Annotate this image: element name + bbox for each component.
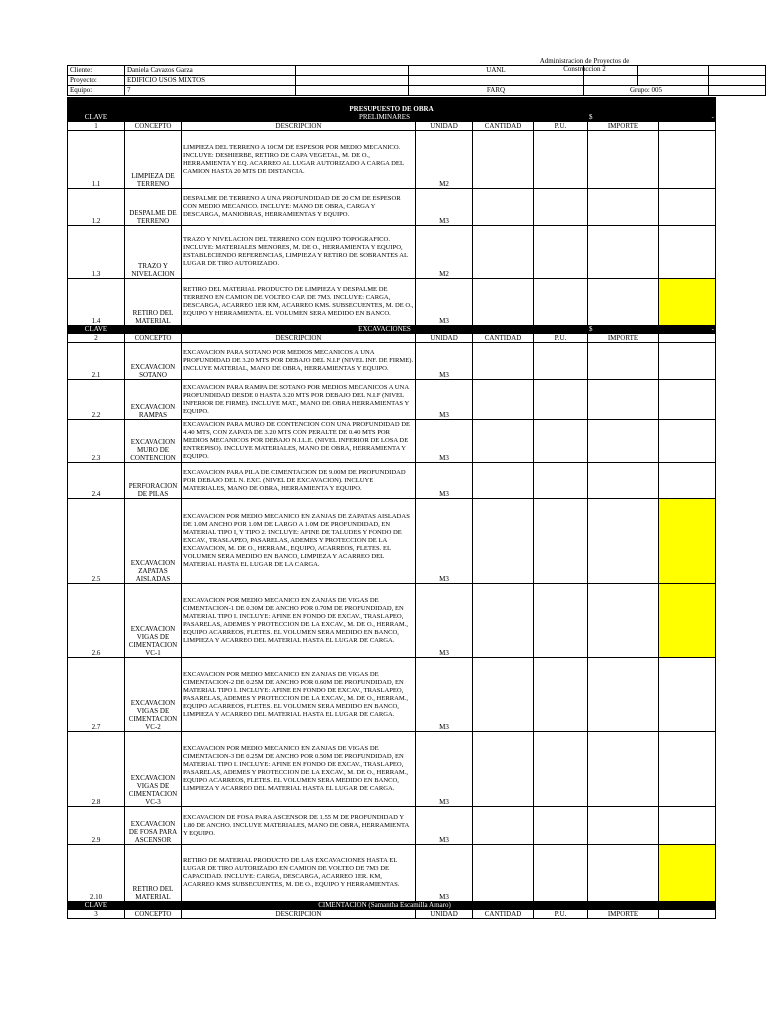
item-cantidad <box>473 584 534 658</box>
item-importe <box>588 499 659 584</box>
item-extra <box>659 279 716 326</box>
item-clave: 2.2 <box>68 380 125 420</box>
item-cantidad <box>473 732 534 807</box>
item-concepto: TRAZO Y NIVELACION <box>125 226 182 279</box>
table-row <box>68 131 716 189</box>
item-pu <box>534 658 588 732</box>
item-extra <box>659 807 716 845</box>
item-importe <box>588 189 659 226</box>
item-cantidad <box>473 463 534 499</box>
equipo-label: Equipo: <box>68 86 125 96</box>
table-row <box>68 732 716 807</box>
item-importe <box>588 343 659 380</box>
item-unidad: M2 <box>416 226 473 279</box>
item-extra <box>659 732 716 807</box>
item-importe <box>588 420 659 463</box>
item-pu <box>534 189 588 226</box>
item-extra <box>659 584 716 658</box>
item-pu <box>534 584 588 658</box>
item-cantidad <box>473 343 534 380</box>
item-importe <box>588 463 659 499</box>
item-cantidad <box>473 420 534 463</box>
section-number: 2 <box>68 334 125 343</box>
table-row <box>68 807 716 845</box>
pu-header: P.U. <box>534 334 588 343</box>
admin-title: Administracion de Proyectos de Construccion 2 <box>539 57 630 73</box>
table-row <box>68 658 716 732</box>
item-importe <box>588 807 659 845</box>
item-descripcion: DESPALME DE TERRENO A UNA PROFUNDIDAD DE 20 CM DE ESPESOR CON MEDIO MECANICO. INCLUYE: MANO DE OBRA, CARGA Y DESCARGA, MANIOBRAS, HERRAMIENTAS Y EQUIPO. <box>182 189 416 226</box>
item-descripcion: RETIRO DEL MATERIAL PRODUCTO DE LIMPIEZA Y DESPALME DE TERRENO EN CAMION DE VOLTEO CAP. DE 7M3. INCLUYE: CARGA, DESCARGA, ACARREO 1ER KM, ACARREO KMS. SUBSECUENTES, M. DE O., EQUIPO Y HERRAMIENTA. EL VOLUMEN SERA MEDIDO EN BANCO. <box>182 279 416 326</box>
item-descripcion: EXCAVACION POR MEDIO MECANICO EN ZANJAS DE ZAPATAS AISLADAS DE 1.0M ANCHO POR 1.0M DE LARGO A 1.0M DE PROFUNDIDAD, EN MATERIAL TIPO I, Y TIPO 2. INCLUYE: AFINE DE TALUDES Y FONDO DE EXCAV., TRASLAPEO, PASARELAS, ADEMES Y PROTECCION DE LA EXCAVACION, M. DE O., HERRAM., EQUIPO, ACARREOS, FLETES. EL VOLUMEN SERA MEDIDO EN BANCO, LIMPIEZA Y ACARREO DEL MATERIAL HASTA EL LUGAR DE LA CARGA. <box>182 499 416 584</box>
uanl-label: UANL <box>409 66 584 76</box>
item-pu <box>534 732 588 807</box>
item-unidad: M3 <box>416 380 473 420</box>
table-row <box>68 380 716 420</box>
item-descripcion: EXCAVACION POR MEDIO MECANICO EN ZANJAS DE VIGAS DE CIMENTACION-3 DE 0.25M DE ANCHO POR 0.50M DE PROFUNDIDAD, EN MATERIAL TIPO I. INCLUYE: AFINE EN FONDO DE EXCAV., TRASLAPEO, PASARELAS, ADEMES Y PROTECCION DE LA EXCAV., M. DE O., HERRAM., EQUIPO ACARREOS, FLETES. EL VOLUMEN SERA MEDIDO EN BANCO, LIMPIEZA Y ACARREO DEL MATERIAL HASTA EL LUGAR DE CARGA. <box>182 732 416 807</box>
table-row <box>68 499 716 584</box>
item-unidad: M3 <box>416 845 473 902</box>
clave-header: CLAVE <box>68 902 125 910</box>
descripcion-header: DESCRIPCION <box>182 122 416 131</box>
section-name: EXCAVACIONES <box>182 326 588 334</box>
item-extra <box>659 189 716 226</box>
item-pu <box>534 131 588 189</box>
item-concepto: EXCAVACION ZAPATAS AISLADAS <box>125 499 182 584</box>
item-pu <box>534 845 588 902</box>
item-clave: 2.3 <box>68 420 125 463</box>
item-importe <box>588 845 659 902</box>
item-cantidad <box>473 380 534 420</box>
table-row <box>68 463 716 499</box>
item-concepto: PERFORACION DE PILAS <box>125 463 182 499</box>
item-extra <box>659 343 716 380</box>
importe-header: IMPORTE <box>588 122 659 131</box>
item-cantidad <box>473 226 534 279</box>
item-unidad: M3 <box>416 807 473 845</box>
section-row <box>68 326 716 334</box>
item-clave: 1.1 <box>68 131 125 189</box>
cantidad-header: CANTIDAD <box>473 122 534 131</box>
item-concepto: EXCAVACION VIGAS DE CIMENTACION VC-1 <box>125 584 182 658</box>
item-descripcion: LIMPIEZA DEL TERRENO A 10CM DE ESPESOR POR MEDIO MECANICO. INCLUYE: DESHIERBE, RETIRO DE CAPA VEGETAL, M. DE O., HERRAMIENTA Y EQ. ACARREO AL LUGAR AUTORIZADO A CARGA DEL CAMION HASTA 20 MTS DE DISTANCIA. <box>182 131 416 189</box>
table-row <box>68 420 716 463</box>
table-row <box>68 584 716 658</box>
item-unidad: M3 <box>416 463 473 499</box>
item-concepto: EXCAVACION VIGAS DE CIMENTACION VC-3 <box>125 732 182 807</box>
table-row <box>68 189 716 226</box>
item-descripcion: EXCAVACION PARA MURO DE CONTENCION CON UNA PROFUNDIDAD DE 4.40 MTS, CON ZAPATA DE 3.20 MTS CON PERALTE DE 0.40 MTS POR MEDIOS MECANICOS POR DEBAJO N.I.L.E. (NIVEL INFERIOR DE LOSA DE ENTREPISO). INCLUYE MATERIALES, MANO DE OBRA, HERRAMIENTA Y EQUIPO. <box>182 420 416 463</box>
item-descripcion: EXCAVACION POR MEDIO MECANICO EN ZANJAS DE VIGAS DE CIMENTACION-1 DE 0.30M DE ANCHO POR 0.70M DE PROFUNDIDAD, EN MATERIAL TIPO I. INCLUYE: AFINE EN FONDO DE EXCAV., TRASLAPEO, PASARELAS, ADEMES Y PROTECCION DE LA EXCAV., M. DE O., HERRAM., EQUIPO ACARREOS, FLETES. EL VOLUMEN SERA MEDIDO EN BANCO, LIMPIEZA Y ACARREO DEL MATERIAL HASTA EL LUGAR DE CARGA. <box>182 584 416 658</box>
section-row <box>68 902 716 910</box>
item-extra <box>659 499 716 584</box>
item-cantidad <box>473 845 534 902</box>
item-clave: 2.10 <box>68 845 125 902</box>
section-name: PRELIMINARES <box>182 114 588 122</box>
table-row <box>68 845 716 902</box>
item-unidad: M3 <box>416 420 473 463</box>
farq-label: FARQ <box>409 86 584 96</box>
item-cantidad <box>473 499 534 584</box>
item-unidad: M3 <box>416 279 473 326</box>
item-clave: 2.1 <box>68 343 125 380</box>
item-clave: 1.2 <box>68 189 125 226</box>
item-concepto: RETIRO DEL MATERIAL <box>125 845 182 902</box>
proyecto-label: Proyecto: <box>68 76 125 86</box>
section-dollar: $ <box>588 326 659 334</box>
item-clave: 2.9 <box>68 807 125 845</box>
project-header-table <box>67 65 766 96</box>
item-descripcion: EXCAVACION PARA RAMPA DE SOTANO POR MEDIOS MECANICOS A UNA PROFUNDIDAD DESDE 0 HASTA 3.20 MTS POR DEBAJO DEL N.I.F (NIVEL INFERIOR DE FIRME). INCLUYE MAT., MANO DE OBRA HERRAMIENTAS Y EQUIPO. <box>182 380 416 420</box>
pu-header: P.U. <box>534 910 588 919</box>
item-importe <box>588 732 659 807</box>
item-cantidad <box>473 807 534 845</box>
item-importe <box>588 131 659 189</box>
item-cantidad <box>473 658 534 732</box>
section-number: 3 <box>68 910 125 919</box>
section-dollar: $ <box>588 114 659 122</box>
item-extra <box>659 380 716 420</box>
item-pu <box>534 279 588 326</box>
item-clave: 2.5 <box>68 499 125 584</box>
item-clave: 1.4 <box>68 279 125 326</box>
section-dash: - <box>659 326 716 334</box>
item-pu <box>534 807 588 845</box>
cliente-value: Daniela Cavazos Garza <box>125 66 296 76</box>
item-importe <box>588 226 659 279</box>
unidad-header: UNIDAD <box>416 910 473 919</box>
item-clave: 1.3 <box>68 226 125 279</box>
item-unidad: M2 <box>416 131 473 189</box>
item-descripcion: EXCAVACION PARA PILA DE CIMENTACION DE 9.00M DE PROFUNDIDAD POR DEBAJO DEL N. EXC. (NIVEL DE EXCAVACION). INCLUYE MATERIALES, MANO DE OBRA, HERRAMIENTA Y EQUIPO. <box>182 463 416 499</box>
item-extra <box>659 420 716 463</box>
item-unidad: M3 <box>416 189 473 226</box>
item-pu <box>534 380 588 420</box>
clave-header: CLAVE <box>68 326 125 334</box>
importe-header: IMPORTE <box>588 910 659 919</box>
pu-header: P.U. <box>534 122 588 131</box>
item-cantidad <box>473 279 534 326</box>
item-extra <box>659 131 716 189</box>
unidad-header: UNIDAD <box>416 334 473 343</box>
item-unidad: M3 <box>416 584 473 658</box>
item-descripcion: EXCAVACION PARA SOTANO POR MEDIOS MECANICOS A UNA PROFUNDIDAD DE 3.20 MTS POR DEBAJO DEL N.I.F (NIVEL INF. DE FIRME). INCLUYE MATERIAL, MANO DE OBRA, HERRAMIENTAS Y EQUIPO. <box>182 343 416 380</box>
item-extra <box>659 226 716 279</box>
section-number: 1 <box>68 122 125 131</box>
concepto-header: CONCEPTO <box>125 122 182 131</box>
item-concepto: RETIRO DEL MATERIAL <box>125 279 182 326</box>
cliente-label: Cliente: <box>68 66 125 76</box>
item-concepto: EXCAVACION VIGAS DE CIMENTACION VC-2 <box>125 658 182 732</box>
cantidad-header: CANTIDAD <box>473 910 534 919</box>
item-concepto: EXCAVACION MURO DE CONTENCION <box>125 420 182 463</box>
item-clave: 2.6 <box>68 584 125 658</box>
item-pu <box>534 499 588 584</box>
importe-header: IMPORTE <box>588 334 659 343</box>
section-dash: - <box>659 114 716 122</box>
item-extra <box>659 658 716 732</box>
equipo-value: 7 <box>125 86 296 96</box>
proyecto-value: EDIFICIO USOS MIXTOS <box>125 76 296 86</box>
item-descripcion: TRAZO Y NIVELACION DEL TERRENO CON EQUIPO TOPOGRAFICO. INCLUYE: MATERIALES MENORES, M. DE O., HERRAMIENTA Y EQUIPO, ESTABLECIENDO REFERENCIAS, LIMPIEZA Y RETIRO DE SOBRANTES AL LUGAR DE TIRO AUTORIZADO. <box>182 226 416 279</box>
item-concepto: DESPALME DE TERRENO <box>125 189 182 226</box>
item-concepto: EXCAVACION SOTANO <box>125 343 182 380</box>
item-concepto: EXCAVACION RAMPAS <box>125 380 182 420</box>
item-extra <box>659 463 716 499</box>
section-name: CIMENTACION (Samantha Escamilla Amaro) <box>182 902 588 910</box>
item-clave: 2.7 <box>68 658 125 732</box>
budget-table <box>67 97 716 919</box>
section-row <box>68 114 716 122</box>
item-clave: 2.4 <box>68 463 125 499</box>
item-cantidad <box>473 189 534 226</box>
table-row <box>68 343 716 380</box>
unidad-header: UNIDAD <box>416 122 473 131</box>
table-row <box>68 226 716 279</box>
descripcion-header: DESCRIPCION <box>182 910 416 919</box>
descripcion-header: DESCRIPCION <box>182 334 416 343</box>
item-importe <box>588 584 659 658</box>
item-pu <box>534 343 588 380</box>
budget-title: PRESUPUESTO DE OBRA <box>68 98 716 114</box>
item-descripcion: EXCAVACION DE FOSA PARA ASCENSOR DE 1.55 M DE PROFUNDIDAD Y 1.80 DE ANCHO. INCLUYE MATERIALES, MANO DE OBRA, HERRAMIENTA Y EQUIPO. <box>182 807 416 845</box>
item-unidad: M3 <box>416 732 473 807</box>
item-cantidad <box>473 131 534 189</box>
item-concepto: LIMPIEZA DE TERRENO <box>125 131 182 189</box>
concepto-header: CONCEPTO <box>125 334 182 343</box>
item-concepto: EXCAVACION DE FOSA PARA ASCENSOR <box>125 807 182 845</box>
item-unidad: M3 <box>416 658 473 732</box>
item-descripcion: EXCAVACION POR MEDIO MECANICO EN ZANJAS DE VIGAS DE CIMENTACION-2 DE 0.25M DE ANCHO POR 0.60M DE PROFUNDIDAD, EN MATERIAL TIPO I. INCLUYE: AFINE EN FONDO DE EXCAV., TRASLAPEO, PASARELAS, ADEMES Y PROTECCION DE LA EXCAV., M. DE O., HERRAM., EQUIPO ACARREOS, FLETES. EL VOLUMEN SERA MEDIDO EN BANCO, LIMPIEZA Y ACARREO DEL MATERIAL HASTA EL LUGAR DE CARGA. <box>182 658 416 732</box>
item-unidad: M3 <box>416 499 473 584</box>
item-clave: 2.8 <box>68 732 125 807</box>
item-unidad: M3 <box>416 343 473 380</box>
item-pu <box>534 226 588 279</box>
grupo-label: Grupo: 005 <box>584 86 709 96</box>
table-row <box>68 279 716 326</box>
item-extra <box>659 845 716 902</box>
item-importe <box>588 279 659 326</box>
item-descripcion: RETIRO DE MATERIAL PRODUCTO DE LAS EXCAVACIONES HASTA EL LUGAR DE TIRO AUTORIZADO EN CAMION DE VOLTEO DE 7M3 DE CAPACIDAD. INCLUYE: CARGA, DESCARGA, ACARREO 1ER. KM, ACARREO KMS SUBSECUENTES, M. DE O., EQUIPO Y HERRAMIENTAS. <box>182 845 416 902</box>
cantidad-header: CANTIDAD <box>473 334 534 343</box>
item-importe <box>588 380 659 420</box>
clave-header: CLAVE <box>68 114 125 122</box>
item-importe <box>588 658 659 732</box>
item-pu <box>534 463 588 499</box>
concepto-header: CONCEPTO <box>125 910 182 919</box>
item-pu <box>534 420 588 463</box>
